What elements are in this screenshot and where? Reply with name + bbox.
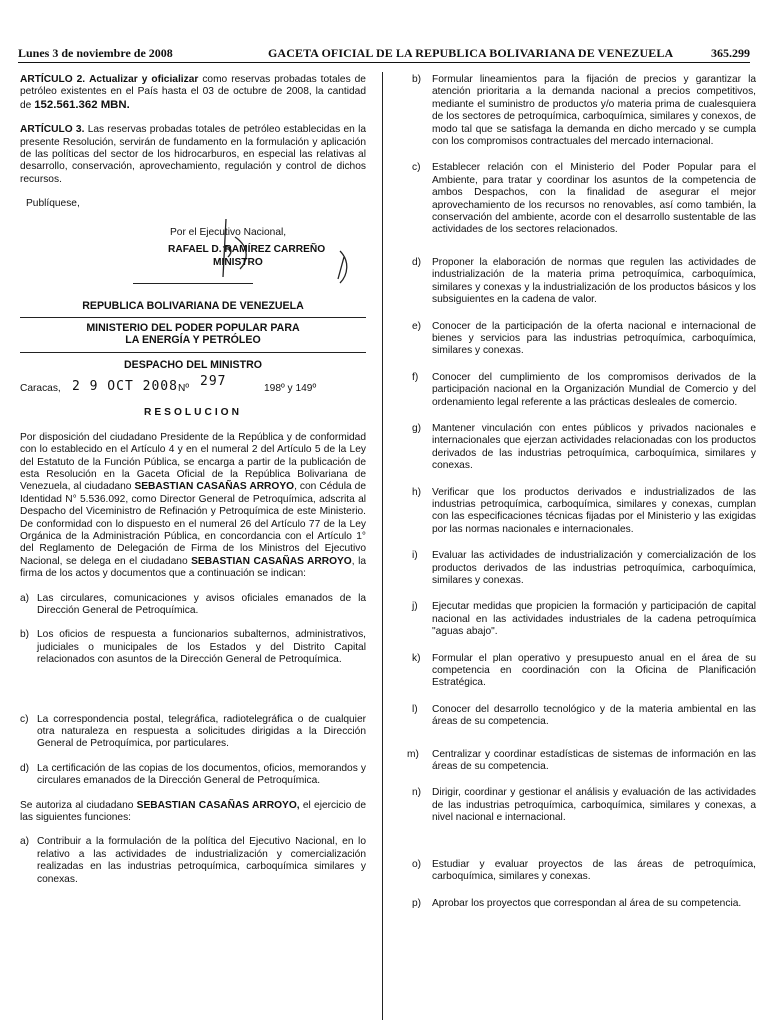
list-item-text: Conocer del cumplimiento de los compromisos derivados de la participación nacional en la Organización Mundial de Comercio y del ordenamiento legal referente a las prácticas desleales de comercio. <box>432 371 756 408</box>
body-name-2: SEBASTIAN CASAÑAS ARROYO <box>191 555 352 567</box>
list-item <box>412 703 756 729</box>
list-item-key: f) <box>412 371 419 383</box>
list-item-text: Contribuir a la formulación de la política del Ejecutivo Nacional, en lo relativo a las actividades de industrialización y comercialización realizadas en las industrias petroquímica, carboquímica similares y conexas. <box>37 836 366 885</box>
ministry-heading-line2: LA ENERGÍA Y PETRÓLEO <box>125 334 261 347</box>
list-item <box>20 763 366 788</box>
signatory-title: MINISTRO <box>213 256 263 268</box>
list-item-text: Conocer de la participación de la oferta nacional e internacional de bienes y servicios para las industrias petroquímica, carboquímica, similares y conexas. <box>432 320 756 357</box>
date-stamp: 2 9 OCT 2008 <box>72 379 178 395</box>
resolution-title: RESOLUCION <box>144 407 242 419</box>
signatory-name: RAFAEL D. RAMÍREZ CARREÑO <box>168 243 326 255</box>
list-item <box>412 371 756 409</box>
list-item-key: i) <box>412 550 418 562</box>
list-item <box>412 550 756 587</box>
list-item-key: n) <box>412 787 422 799</box>
heading-rule <box>20 317 366 318</box>
header-date: Lunes 3 de noviembre de 2008 <box>18 46 173 60</box>
list-item-text: La correspondencia postal, telegráfica, radiotelegráfica o de cualquier otra naturaleza en respuesta a solicitudes dirigidas a la Dirección General de Petroquímica, por particulares. <box>37 713 366 750</box>
list-item <box>412 162 756 236</box>
list-item <box>412 422 756 473</box>
dateline-city: Caracas, <box>20 383 61 395</box>
list-item-key: d) <box>20 762 30 774</box>
list-item <box>412 486 756 537</box>
column-divider <box>382 72 383 1020</box>
list-item-key: j) <box>412 601 418 613</box>
body-part-3: , la firma de los actos y documentos que a continuación se indican: <box>20 555 366 580</box>
list-item <box>412 858 756 884</box>
article-2 <box>20 74 366 112</box>
list-item-key: g) <box>412 422 422 434</box>
article-2-text: como reservas probadas totales de petróleo existentes en el País hasta el 03 de octubre de 2008, la cantidad de <box>20 74 366 111</box>
list-item-text: Estudiar y evaluar proyectos de las áreas de petroquímica, carboquímica, similares y conexas. <box>432 858 756 883</box>
list-item-key: l) <box>412 703 418 715</box>
resolution-body <box>20 432 366 581</box>
list-item-key: e) <box>412 320 422 332</box>
list-item-key: b) <box>20 629 30 641</box>
list-item-text: Evaluar las actividades de industrialización y comercialización de los productos derivados de las industrias petroquímica, carboquímica, similares y conexas. <box>432 550 756 586</box>
list-item <box>407 748 756 774</box>
list-item <box>412 74 756 148</box>
number-label: Nº <box>178 383 190 395</box>
article-3-lead: ARTÍCULO 3. <box>20 124 85 136</box>
article-2-amount: 152.561.362 MBN. <box>34 98 130 111</box>
dateline <box>20 374 366 401</box>
left-column <box>20 74 366 886</box>
list-item-text: Centralizar y coordinar estadísticas de sistemas de información en las áreas de su competencia. <box>432 748 756 773</box>
list-item-text: Formular el plan operativo y presupuesto anual en el área de su competencia en coordinación con la Oficina de Planificación Estratégica. <box>432 652 756 689</box>
body-part-2: , con Cédula de Identidad N° 5.536.092, como Director General de Petroquímica, adscrita al Despacho del Viceministro de Refinación y Petroquímica de este Ministerio. De conformidad con lo dispuesto en el numeral 26 del Artículo 77 de la Ley Orgánica de la Administración Pública, en concordancia con el Artículo 1° del Reglamento de Delegación de Firma de los Ministros del Ejecutivo Nacional, se delega en el ciudadano <box>20 481 366 567</box>
ministry-heading-line1: MINISTERIO DEL PODER POPULAR PARA <box>86 322 300 335</box>
list-item-text: Dirigir, coordinar y gestionar el análisis y evaluación de las actividades de las industrias petroquímica, carboquímica, similares y conexas, a nivel nacional e internacional. <box>432 787 756 824</box>
page-header <box>18 44 750 63</box>
list-item-key: b) <box>412 74 422 85</box>
publiquese: Publíquese, <box>26 198 80 210</box>
republic-heading: REPUBLICA BOLIVARIANA DE VENEZUELA <box>82 299 304 312</box>
list-item-text: Establecer relación con el Ministerio del Poder Popular para el Ambiente, para tratar y coordinar los asuntos de la competencia de ambos Despachos, con la finalidad de asegurar el mejor aprovechamiento de los recursos no renovables, así como también, la conservación del ambiente, acorde con el desarrollo sustentable de las actividades de los sectores relacionados. <box>432 162 756 236</box>
list-item <box>412 601 756 638</box>
authorization-name: SEBASTIAN CASAÑAS ARROYO, <box>136 799 300 811</box>
list-item-key: k) <box>412 652 421 664</box>
authorization-post: el ejercicio de las siguientes funciones: <box>20 799 366 824</box>
list-item-text: Los oficios de respuesta a funcionarios subalternos, administrativos, judiciales o municipales de los Estados y del Distrito Capital relacionados con asuntos de la Dirección General de Petroquímica. <box>37 629 366 666</box>
list-item-text: Las circulares, comunicaciones y avisos oficiales emanados de la Dirección General de Petroquímica. <box>37 592 366 616</box>
article-2-verbs: Actualizar y oficializar <box>89 74 199 85</box>
list-item <box>412 256 756 307</box>
list-item <box>412 787 756 824</box>
signature-line: Por el Ejecutivo Nacional, <box>170 226 287 238</box>
article-3 <box>20 124 366 186</box>
list-item <box>412 897 756 910</box>
list-item-text: Verificar que los productos derivados e industrializados de las industrias petroquímica, carboquímica, similares y conexas, cumplan con las especificaciones técnicas fijadas por el Ministerio y las exigidas por las normas nacionales e internacionales. <box>432 486 756 535</box>
list-item-key: h) <box>412 486 422 498</box>
heading-rule-2 <box>20 352 366 353</box>
dateline-years: 198º y 149º <box>264 383 317 395</box>
list-item-key: c) <box>412 162 421 174</box>
body-part-1: Por disposición del ciudadano Presidente de la República y de conformidad con lo establecido en el Artículo 4 y en el numeral 2 del Artículo 5 de la Ley del Estatuto de la Función Pública, se encarga a partir de la publicación de esta Resolución en la Gaceta Oficial de la República Bolivariana de Venezuela, al ciudadano <box>20 431 366 493</box>
header-publication: GACETA OFICIAL DE LA REPUBLICA BOLIVARIANA DE VENEZUELA <box>268 46 674 60</box>
list-item-key: a) <box>20 836 30 848</box>
list-item-text: Mantener vinculación con entes públicos y privados nacionales e internacionales que ejerzan actividades relacionadas con los productos derivados de las industrias petroquímica, carboquímica, similares y conexas. <box>432 422 756 472</box>
article-3-text: Las reservas probadas totales de petróleo establecidas en la presente Resolución, servirán de fundamento en la formulación y aplicación de las políticas del sector de los hidrocarburos, en especial las relativas al desarrollo, conservación, aprovechamiento, regulación y control de dichos recursos. <box>20 124 367 185</box>
header-page-number: 365.299 <box>711 46 750 60</box>
authorization-text <box>20 800 366 825</box>
list-item <box>412 320 756 358</box>
list-item <box>20 836 366 886</box>
list-item-text: Conocer del desarrollo tecnológico y de la materia ambiental en las áreas de su competencia. <box>432 703 756 728</box>
list-item-text: Formular lineamientos para la fijación de precios y garantizar la atención prioritaria a la demanda nacional a precios competitivos, mediante el suministro de productos y/o materia prima de cualesquiera de los sectores de petroquímica, carboquímica, similares y conexos, de modo tal que se satisfaga la demanda en dicho mercado y se cumpla con los compromisos contractuales del mercado internacional. <box>432 74 756 148</box>
list-item-key: o) <box>412 858 422 870</box>
list-item-text: Proponer la elaboración de normas que regulen las actividades de industrialización de la materia prima petroquímica, carboquímica, similares y conexas y la industrialización de los productos básicos y los subsiguientes en la cadena de valor. <box>432 256 756 306</box>
resolution-number: 297 <box>200 374 227 390</box>
right-column <box>407 74 756 910</box>
authorization-pre: Se autoriza al ciudadano <box>20 799 134 811</box>
list-item-key: p) <box>412 897 422 909</box>
list-item-key: a) <box>20 592 30 604</box>
list-item <box>412 652 756 690</box>
list-item-text: Aprobar los proyectos que correspondan al área de su competencia. <box>432 897 742 909</box>
signature-block <box>20 217 366 293</box>
list-item-key: c) <box>20 713 29 725</box>
list-item-key: d) <box>412 256 422 268</box>
list-item <box>20 593 366 618</box>
office-heading: DESPACHO DEL MINISTRO <box>124 358 262 371</box>
list-item <box>20 714 366 751</box>
list-item <box>20 629 366 666</box>
list-item-text: La certificación de las copias de los documentos, oficios, memorandos y circulares emanados de la Dirección General de Petroquímica. <box>37 762 366 787</box>
list-item-text: Ejecutar medidas que propicien la formación y participación de capital nacional en las actividades industriales de la cadena petroquímica "aguas abajo". <box>432 601 756 638</box>
list-item-key: m) <box>407 748 419 760</box>
article-2-lead: ARTÍCULO 2. <box>20 74 86 85</box>
body-name-1: SEBASTIAN CASAÑAS ARROYO <box>134 481 295 493</box>
